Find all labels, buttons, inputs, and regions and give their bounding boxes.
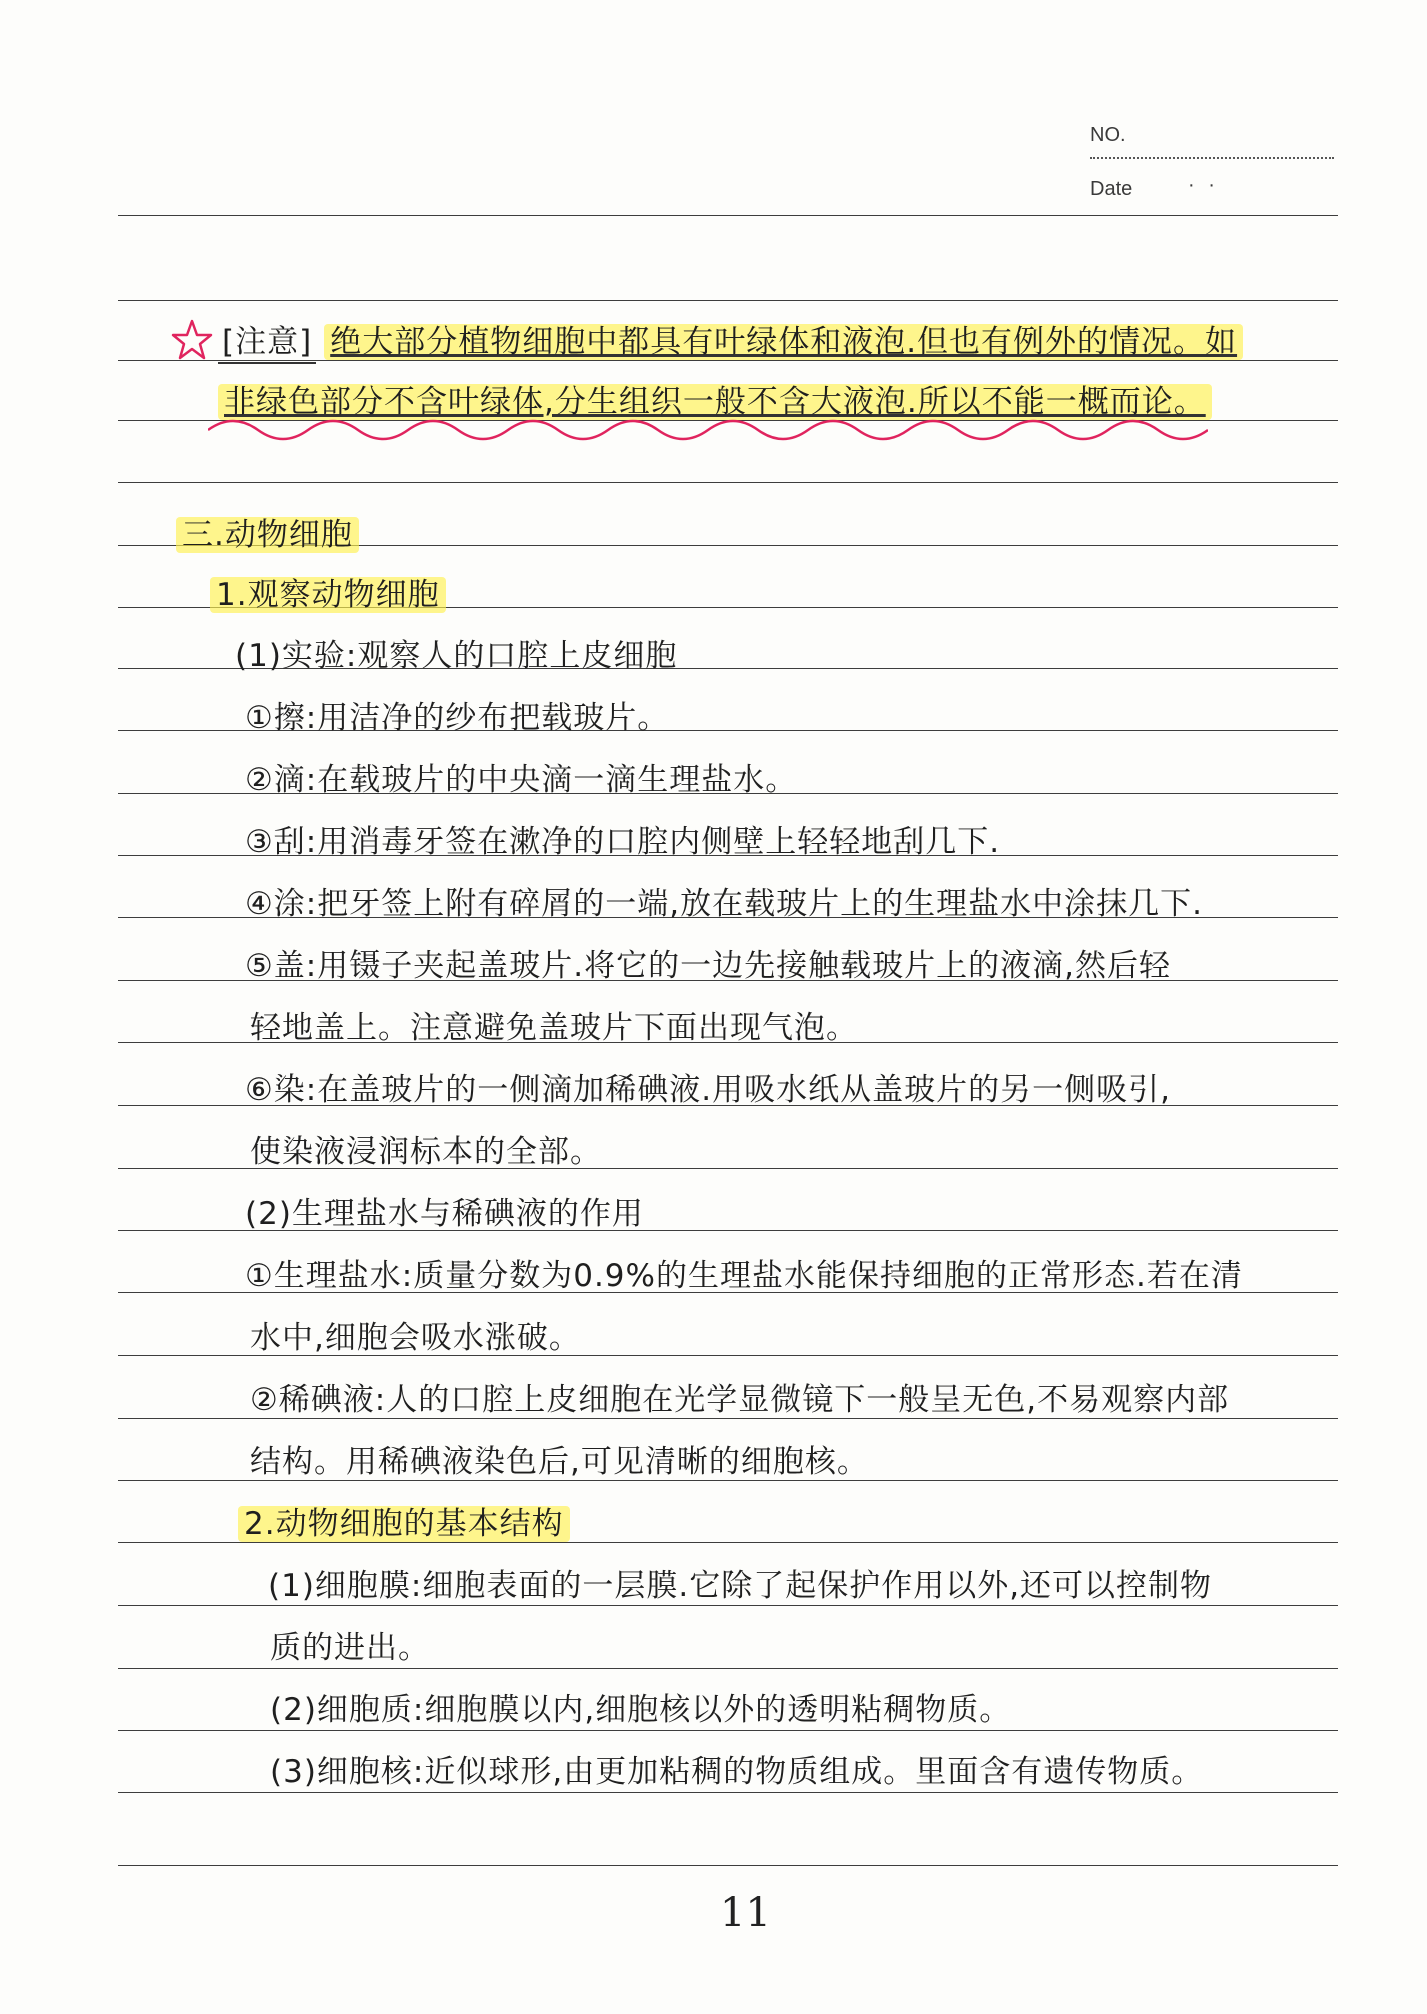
star-icon	[170, 318, 214, 362]
rule-line	[118, 215, 1338, 216]
section-title-text: 三.动物细胞	[176, 517, 359, 553]
note-text-1: 绝大部分植物细胞中都具有叶绿体和液泡.但也有例外的情况。如	[324, 324, 1243, 360]
step-item-cont: 使染液浸润标本的全部。	[250, 1134, 602, 1170]
step-item: ⑤盖:用镊子夹起盖玻片.将它的一边先接触载玻片上的液滴,然后轻	[245, 948, 1171, 984]
rule-line	[118, 482, 1338, 483]
step-item: ⑥染:在盖玻片的一侧滴加稀碘液.用吸水纸从盖玻片的另一侧吸引,	[245, 1072, 1171, 1108]
role-item: ①生理盐水:质量分数为0.9%的生理盐水能保持细胞的正常形态.若在清	[245, 1258, 1243, 1294]
step-item-cont: 轻地盖上。注意避免盖玻片下面出现气泡。	[250, 1010, 858, 1046]
rule-line	[118, 300, 1338, 301]
subsection-1-title	[210, 575, 446, 615]
note-line-1	[218, 322, 1243, 364]
page-number: 11	[720, 1890, 771, 1936]
role-title: (2)生理盐水与稀碘液的作用	[245, 1196, 644, 1232]
rule-line	[118, 1730, 1338, 1731]
role-item-cont: 结构。用稀碘液染色后,可见清晰的细胞核。	[250, 1444, 869, 1480]
subsection-2-title	[238, 1504, 570, 1544]
structure-item-cont: 质的进出。	[270, 1630, 430, 1666]
step-item: ③刮:用消毒牙签在漱净的口腔内侧壁上轻轻地刮几下.	[245, 824, 1001, 860]
rule-line	[118, 1792, 1338, 1793]
structure-item: (1)细胞膜:细胞表面的一层膜.它除了起保护作用以外,还可以控制物	[268, 1568, 1213, 1604]
step-item: ①擦:用洁净的纱布把载玻片。	[245, 700, 670, 736]
note-text-2: 非绿色部分不含叶绿体,分生组织一般不含大液泡.所以不能一概而论。	[218, 384, 1212, 420]
step-item: ②滴:在载玻片的中央滴一滴生理盐水。	[245, 762, 798, 798]
note-tag: [注意]	[218, 322, 316, 364]
step-item: ④涂:把牙签上附有碎屑的一端,放在载玻片上的生理盐水中涂抹几下.	[245, 886, 1203, 922]
subsection-1-text: 1.观察动物细胞	[210, 577, 446, 613]
role-item-cont: 水中,细胞会吸水涨破。	[250, 1320, 581, 1356]
subsection-2-text: 2.动物细胞的基本结构	[238, 1506, 570, 1542]
no-label: NO.	[1090, 124, 1126, 146]
date-label: Date	[1090, 178, 1133, 200]
section-title	[176, 515, 359, 555]
rule-line	[118, 1668, 1338, 1669]
experiment-title: (1)实验:观察人的口腔上皮细胞	[235, 638, 678, 674]
structure-item: (2)细胞质:细胞膜以内,细胞核以外的透明粘稠物质。	[270, 1692, 1012, 1728]
wavy-underline	[208, 410, 1208, 450]
date-dots: · ·	[1188, 174, 1219, 196]
no-dotted-line	[1090, 157, 1334, 159]
role-item: ②稀碘液:人的口腔上皮细胞在光学显微镜下一般呈无色,不易观察内部	[250, 1382, 1230, 1418]
rule-line	[118, 1865, 1338, 1866]
structure-item: (3)细胞核:近似球形,由更加粘稠的物质组成。里面含有遗传物质。	[270, 1754, 1204, 1790]
